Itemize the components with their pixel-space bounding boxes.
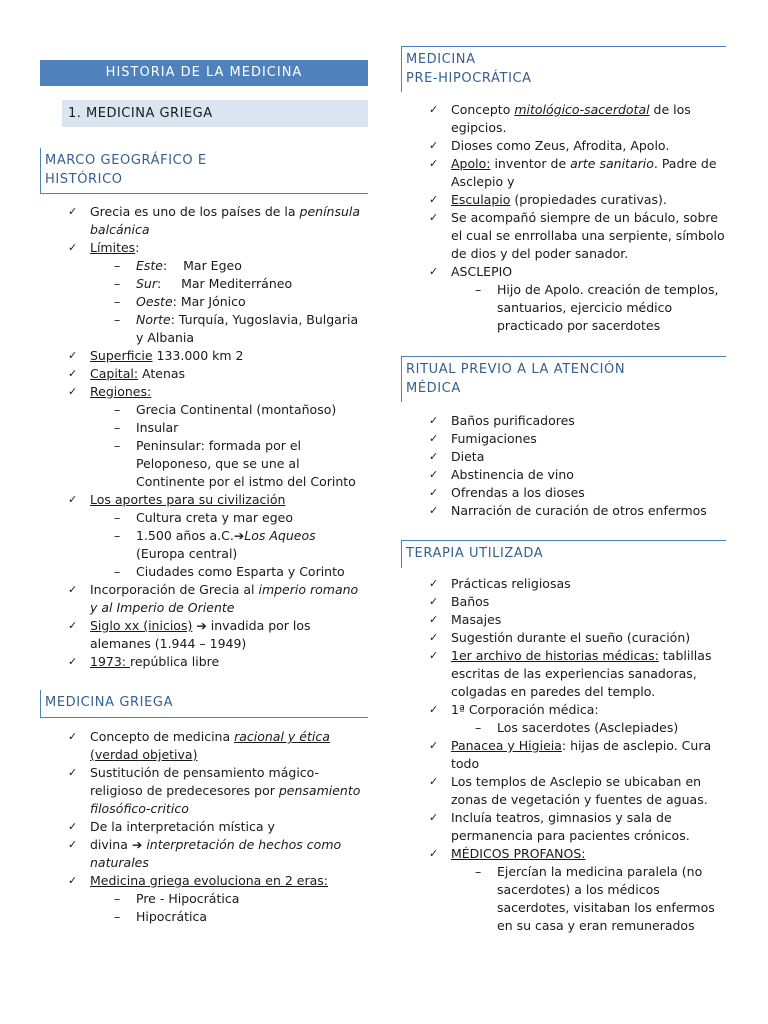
terapia-list [429,575,726,935]
section-heading-ritual [401,356,726,402]
list-item: ✓ Los aportes para su civilización – Cultura creta y mar egeo – 1.500 años a.C.➔Los Aqueos (Europa central) – Ciudades como Esparta y Corinto [68,491,368,581]
list-item: ✓ De la interpretación mística y [68,818,368,836]
chapter-title: 1. MEDICINA GRIEGA [62,100,368,127]
section-heading-medicina-griega [40,690,368,718]
sub-item: – Ciudades como Esparta y Corinto [114,563,368,581]
sub-item: – Hijo de Apolo. creación de templos, santuarios, ejercicio médico practicado por sacerdotes [475,281,726,335]
section-heading-line: MEDICINA GRIEGA [45,695,174,710]
list-item: ✓ MÉDICOS PROFANOS: – Ejercían la medicina paralela (no sacerdotes) a los médicos sacerdotes, visitaban los enfermos en su casa y eran remunerados [429,845,726,935]
list-item: ✓ Esculapio (propiedades curativas). [429,191,726,209]
list-item: ✓ 1ª Corporación médica: – Los sacerdotes (Asclepiades) [429,701,726,737]
list-item: ✓ Siglo xx (inicios) ➔ invadida por los alemanes (1.944 – 1949) [68,617,368,653]
list-item: ✓ Se acompañó siempre de un báculo, sobre el cual se enrrollaba una serpiente, símbolo de dios y del poder sanador. [429,209,726,263]
section-heading-terapia [401,540,726,568]
marco-list [68,203,368,671]
list-item: ✓ Incorporación de Grecia al imperio romano y al Imperio de Oriente [68,581,368,617]
list-item: ✓ 1er archivo de historias médicas: tablillas escritas de las experiencias sanadoras, colgadas en paredes del templo. [429,647,726,701]
sub-item: – Hipocrática [114,908,368,926]
list-item: ✓ Panacea y Higieia: hijas de asclepio. Cura todo [429,737,726,773]
list-item: ✓ Baños purificadores [429,412,726,430]
list-item: ✓ Concepto de medicina racional y ética (verdad objetiva) [68,728,368,764]
sub-item: – Cultura creta y mar egeo [114,509,368,527]
section-heading-line: MARCO GEOGRÁFICO E [45,153,207,168]
arrow-icon: ➔ [233,528,245,543]
sub-item: – Pre - Hipocrática [114,890,368,908]
sub-item: – Insular [114,419,368,437]
list-item: ✓ Capital: Atenas [68,365,368,383]
sub-item: – Norte: Turquía, Yugoslavia, Bulgaria y Albania [114,311,368,347]
list-item: ✓ Sugestión durante el sueño (curación) [429,629,726,647]
list-item: ✓ Concepto mitológico-sacerdotal de los egipcios. [429,101,726,137]
sub-item: – Grecia Continental (montañoso) [114,401,368,419]
list-item: ✓ Dioses como Zeus, Afrodita, Apolo. [429,137,726,155]
list-item: ✓ Apolo: inventor de arte sanitario. Padre de Asclepio y [429,155,726,191]
section-heading-pre-hipocratica [401,46,726,92]
section-heading-line: HISTÓRICO [45,172,123,187]
list-item: ✓ Límites: – Este: Mar Egeo – Sur: Mar Mediterráneo – Oeste: Mar Jónico – Norte: Turquía, Yugoslavia, Bulgaria y Albania [68,239,368,347]
list-item: ✓ Baños [429,593,726,611]
section-heading-line: PRE-HIPOCRÁTICA [406,71,532,86]
sub-item: – Este: Mar Egeo [114,257,368,275]
sub-item: – Ejercían la medicina paralela (no sacerdotes) a los médicos sacerdotes, visitaban los enfermos en su casa y eran remunerados [475,863,726,935]
list-item: ✓ Ofrendas a los dioses [429,484,726,502]
arrow-icon: ➔ [196,618,207,633]
list-item: ✓ divina ➔ interpretación de hechos como naturales [68,836,368,872]
section-heading-line: RITUAL PREVIO A LA ATENCIÓN [406,362,626,377]
medicina-griega-list [68,728,368,926]
section-heading-marco [40,148,368,194]
section-heading-line: MEDICINA [406,52,476,67]
list-item: ✓ Prácticas religiosas [429,575,726,593]
list-item: ✓ Incluía teatros, gimnasios y sala de permanencia para pacientes crónicos. [429,809,726,845]
list-item: ✓ ASCLEPIO – Hijo de Apolo. creación de templos, santuarios, ejercicio médico practicado por sacerdotes [429,263,726,335]
list-item: ✓ Regiones: – Grecia Continental (montañoso) – Insular – Peninsular: formada por el Peloponeso, que se une al Continente por el istmo del Corinto [68,383,368,491]
list-item: ✓ Sustitución de pensamiento mágico-religioso de predecesores por pensamiento filosófico-critico [68,764,368,818]
sub-item: – Sur: Mar Mediterráneo [114,275,368,293]
sub-item: – 1.500 años a.C.➔Los Aqueos (Europa central) [114,527,368,563]
list-item: ✓ Los templos de Asclepio se ubicaban en zonas de vegetación y fuentes de aguas. [429,773,726,809]
list-item: ✓ Grecia es uno de los países de la península balcánica [68,203,368,239]
section-heading-line: TERAPIA UTILIZADA [406,546,544,561]
list-item: ✓ Abstinencia de vino [429,466,726,484]
section-heading-line: MÉDICA [406,381,461,396]
list-item: ✓ Narración de curación de otros enfermos [429,502,726,520]
list-item: ✓ Masajes [429,611,726,629]
ritual-list [429,412,726,520]
list-item: ✓ Superficie 133.000 km 2 [68,347,368,365]
arrow-icon: ➔ [131,837,143,852]
sub-item: – Peninsular: formada por el Peloponeso, que se une al Continente por el istmo del Corinto [114,437,368,491]
list-item: ✓ Medicina griega evoluciona en 2 eras: – Pre - Hipocrática – Hipocrática [68,872,368,926]
pre-hipocratica-list [429,101,726,335]
list-item: ✓ Fumigaciones [429,430,726,448]
list-item: ✓ Dieta [429,448,726,466]
list-item: ✓ 1973: república libre [68,653,368,671]
sub-item: – Los sacerdotes (Asclepiades) [475,719,726,737]
sub-item: – Oeste: Mar Jónico [114,293,368,311]
page-title: HISTORIA DE LA MEDICINA [40,60,368,86]
